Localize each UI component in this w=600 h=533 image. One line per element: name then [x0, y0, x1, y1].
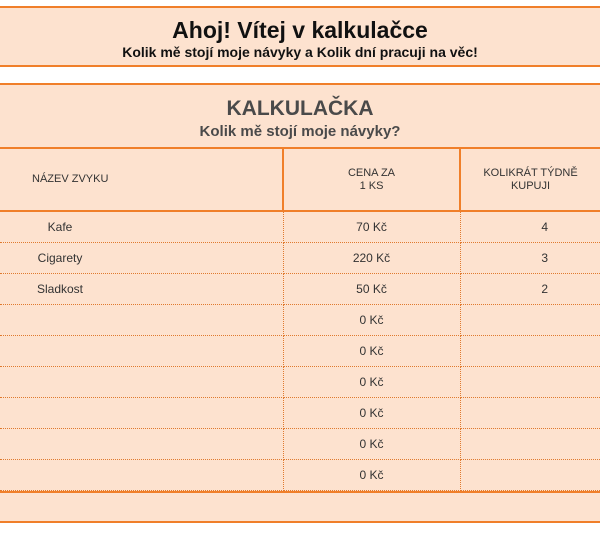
habit-name: Cigarety	[37, 250, 83, 265]
table-row	[0, 242, 600, 273]
habit-count-cell[interactable]	[460, 304, 600, 335]
calculator-header	[0, 85, 600, 149]
calculator-title: KALKULAČKA	[226, 97, 374, 120]
page-subtitle: Kolik mě stojí moje návyky a Kolik dní pracuji na věc!	[122, 44, 478, 60]
table-row	[0, 366, 600, 397]
calculator-panel	[0, 83, 600, 523]
table-row	[0, 211, 600, 242]
habit-name-cell[interactable]	[0, 211, 283, 242]
habit-name: Kafe	[47, 219, 73, 234]
habit-name-cell[interactable]	[0, 459, 283, 490]
column-header-count-line2: KUPUJI	[510, 179, 551, 192]
habit-name: Sladkost	[36, 281, 84, 296]
habit-price-cell: 0 Kč	[283, 335, 460, 366]
habit-count-cell[interactable]: 3	[460, 242, 600, 273]
column-header-count-line1: KOLIKRÁT TÝDNĚ	[483, 166, 578, 179]
column-header-price-line1: CENA ZA	[347, 166, 396, 179]
table-row	[0, 428, 600, 459]
table-row	[0, 273, 600, 304]
habit-name-cell[interactable]	[0, 366, 283, 397]
table-row	[0, 335, 600, 366]
habit-count-cell[interactable]: 2	[460, 273, 600, 304]
habit-count-cell[interactable]	[460, 335, 600, 366]
column-header-count	[460, 149, 600, 211]
habit-name-cell[interactable]	[0, 273, 283, 304]
habit-name-cell[interactable]	[0, 335, 283, 366]
habit-count-cell[interactable]	[460, 397, 600, 428]
column-header-price-line2: 1 KS	[359, 179, 384, 192]
table-row	[0, 304, 600, 335]
habit-price-cell: 0 Kč	[283, 428, 460, 459]
habit-count-cell[interactable]	[460, 428, 600, 459]
habit-price-cell: 0 Kč	[283, 397, 460, 428]
table-header-row	[0, 149, 600, 211]
habit-price-cell: 50 Kč	[283, 273, 460, 304]
habits-table	[0, 149, 600, 491]
column-header-name-label: NÁZEV ZVYKU	[32, 173, 109, 185]
table-footer-row	[0, 491, 600, 523]
page-title: Ahoj! Vítej v kalkulačce	[172, 17, 428, 43]
welcome-header	[0, 6, 600, 67]
habit-name-cell[interactable]	[0, 304, 283, 335]
table-row	[0, 459, 600, 490]
habit-name-cell[interactable]	[0, 428, 283, 459]
habit-price-cell: 70 Kč	[283, 211, 460, 242]
habit-count-cell[interactable]	[460, 366, 600, 397]
habit-price-cell: 0 Kč	[283, 366, 460, 397]
habit-name-cell[interactable]	[0, 242, 283, 273]
table-row	[0, 397, 600, 428]
habit-price-cell: 0 Kč	[283, 304, 460, 335]
calculator-subtitle: Kolik mě stojí moje návyky?	[199, 123, 401, 140]
column-header-price	[283, 149, 460, 211]
habit-name-cell[interactable]	[0, 397, 283, 428]
habit-count-cell[interactable]: 4	[460, 211, 600, 242]
habit-price-cell: 0 Kč	[283, 459, 460, 490]
column-header-name	[0, 149, 283, 211]
habit-price-cell: 220 Kč	[283, 242, 460, 273]
habit-count-cell[interactable]	[460, 459, 600, 490]
